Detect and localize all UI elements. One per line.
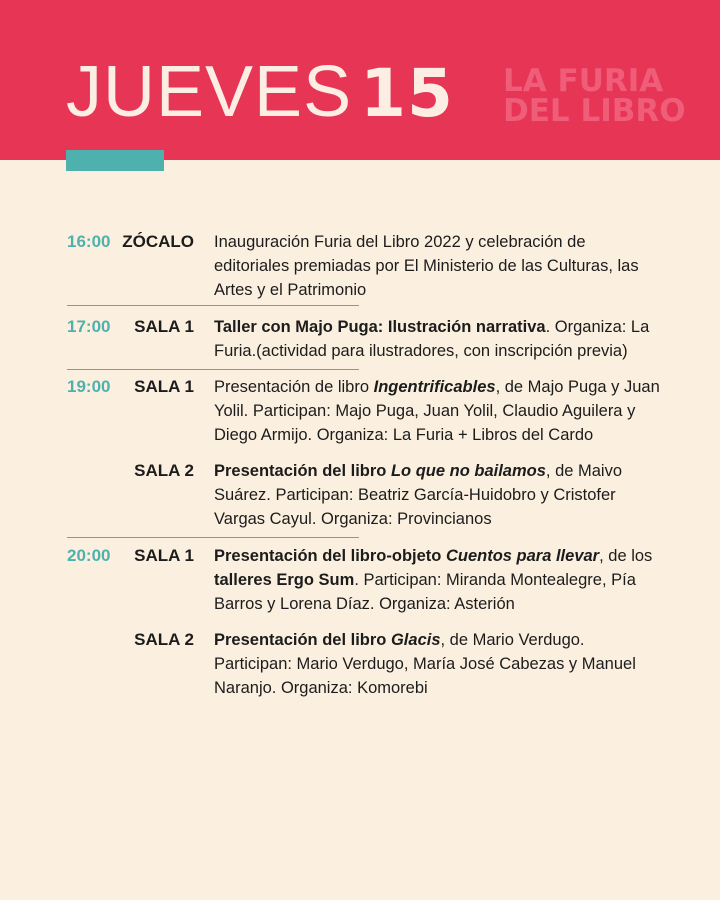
event-room: SALA 1 xyxy=(134,546,194,565)
event-room: ZÓCALO xyxy=(122,232,194,251)
title-day-number: 15 xyxy=(360,55,454,132)
event-description: Presentación de libro Ingentrificables, de Majo Puga y Juan Yolil. Participan: Majo Puga, Juan Yolil, Claudio Aguilera y Diego Armijo. Organiza: La Furia + Libros del Cardo xyxy=(214,378,660,444)
event-room: SALA 1 xyxy=(134,317,194,336)
event-time: 16:00 xyxy=(67,232,111,251)
title-weekday: JUEVES xyxy=(66,52,353,132)
divider xyxy=(67,369,359,370)
event-description: Inauguración Furia del Libro 2022 y celebración de editoriales premiadas por El Ministerio de las Culturas, las Artes y el Patrimonio xyxy=(214,233,639,299)
brand-logo xyxy=(503,63,699,129)
brand-line-2: DEL LIBRO xyxy=(503,93,686,129)
divider xyxy=(67,537,359,538)
page-title xyxy=(66,52,454,134)
event-time: 17:00 xyxy=(67,317,111,336)
header-banner xyxy=(0,0,720,160)
event-room: SALA 2 xyxy=(134,630,194,649)
accent-bar xyxy=(66,150,164,171)
divider xyxy=(67,305,359,306)
event-description: Taller con Majo Puga: Ilustración narrativa. Organiza: La Furia.(actividad para ilustradores, con inscripción previa) xyxy=(214,318,650,360)
event-time: 20:00 xyxy=(67,546,111,565)
event-description: Presentación del libro Glacis, de Mario Verdugo. Participan: Mario Verdugo, María José Cabezas y Manuel Naranjo. Organiza: Komorebi xyxy=(214,631,636,697)
event-time: 19:00 xyxy=(67,377,111,396)
event-description: Presentación del libro Lo que no bailamos, de Maivo Suárez. Participan: Beatriz García-Huidobro y Cristofer Vargas Cayul. Organiza: Provincianos xyxy=(214,462,623,528)
event-room: SALA 1 xyxy=(134,377,194,396)
event-room: SALA 2 xyxy=(134,461,194,480)
brand-line-1: LA FURIA xyxy=(503,63,664,99)
event-description: Presentación del libro-objeto Cuentos para llevar, de los talleres Ergo Sum. Participan: Miranda Montealegre, Pía Barros y Lorena Díaz. Organiza: Asterión xyxy=(214,547,653,613)
